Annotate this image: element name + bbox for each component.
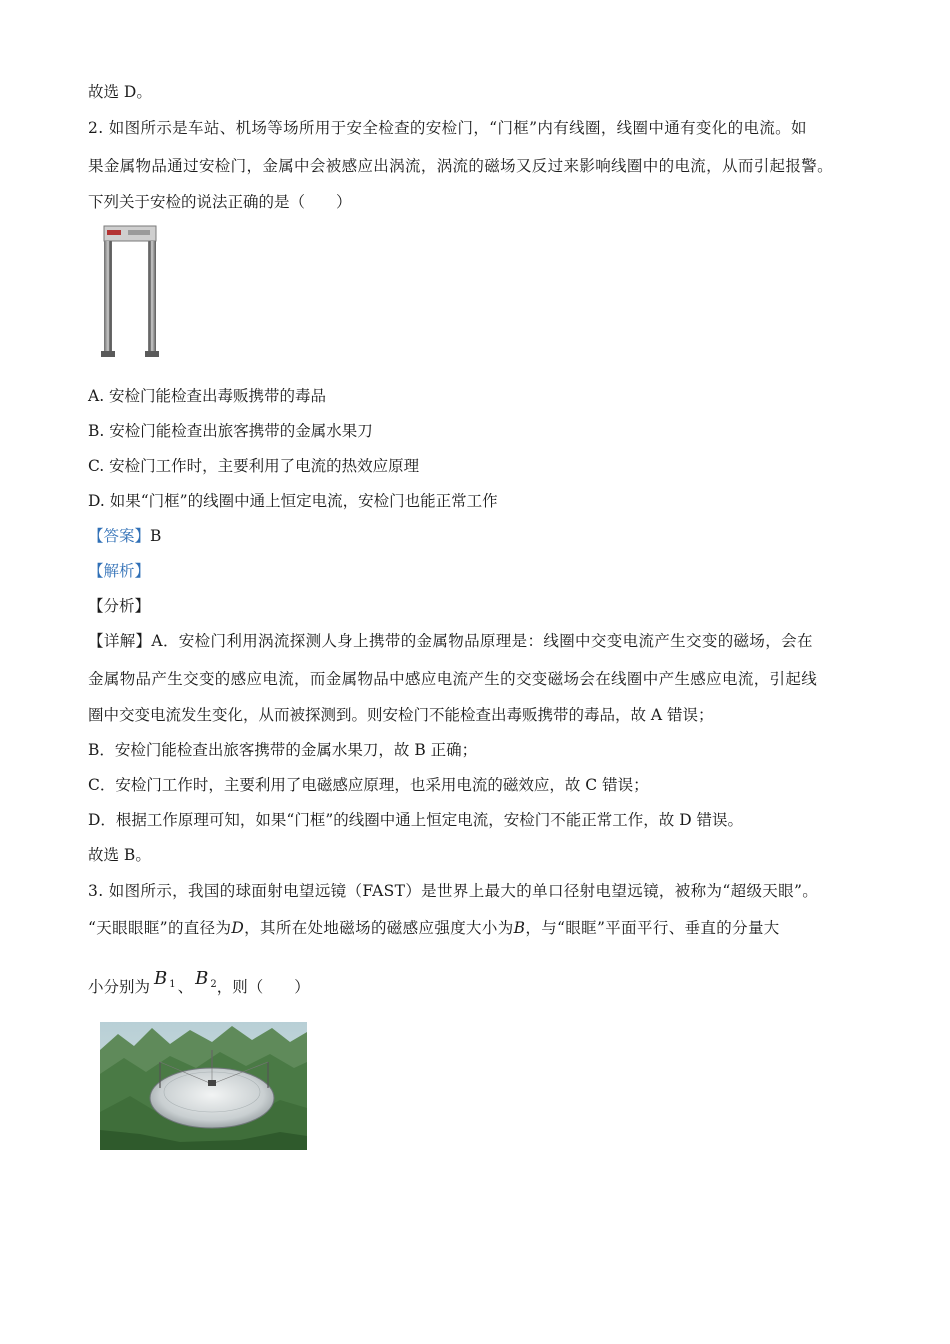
q3-text-2c: ，与“眼眶”平面平行、垂直的分量大 <box>525 919 780 937</box>
detail-text1: A．安检门利用涡流探测人身上携带的金属物品原理是：线圈中交变电流产生交变的磁场，会在 <box>151 632 813 650</box>
q3-sep: 、 <box>177 978 194 996</box>
detail-c: C．安检门工作时，主要利用了电磁感应原理，也采用电流的磁效应，故 C 错误； <box>88 776 649 794</box>
detail-tag: 【详解】 <box>88 632 152 650</box>
b2-symbol: B $_2$ <box>195 968 217 990</box>
q3-text-2a: “天眼眼眶”的直径为 <box>88 919 232 937</box>
b1-symbol: B $_1$ <box>154 968 176 990</box>
q3-stem-line2 <box>88 918 780 938</box>
q2-stem-line3: 下列关于安检的说法正确的是（ ） <box>88 193 352 211</box>
q3-text-2b: ，其所在处地磁场的磁感应强度大小为 <box>244 919 514 937</box>
q2-stem-line1: 2. 如图所示是车站、机场等场所用于安全检查的安检门，“门框”内有线圈，线圈中通有变化的电流。如 <box>88 119 807 137</box>
answer-value: B <box>150 527 162 545</box>
security-gate-image <box>98 222 160 360</box>
detail-d: D．根据工作原理可知，如果“门框”的线圈中通上恒定电流，安检门不能正常工作，故 D 错误。 <box>88 811 744 829</box>
q2-option-c: C. 安检门工作时，主要利用了电流的热效应原理 <box>88 457 420 475</box>
q2-stem-line2: 果金属物品通过安检门，金属中会被感应出涡流，涡流的磁场又反过来影响线圈中的电流，从而引起报警。 <box>88 157 833 175</box>
prev-conclusion: 故选 D。 <box>88 83 152 101</box>
q3-text-3b: ，则（ ） <box>216 978 310 996</box>
fast-telescope-icon <box>100 1022 307 1150</box>
fenxi-tag: 【分析】 <box>88 597 151 615</box>
var-b: B <box>513 919 526 937</box>
fast-telescope-image <box>100 1022 307 1150</box>
var-d: D <box>231 919 245 937</box>
security-gate-icon <box>98 222 160 360</box>
q3-stem-line3 <box>88 968 310 1008</box>
q2-option-b: B. 安检门能检查出旅客携带的金属水果刀 <box>88 422 373 440</box>
answer-tag: 【答案】 <box>88 527 151 545</box>
q2-option-a: A. 安检门能检查出毒贩携带的毒品 <box>88 387 327 405</box>
q3-text-3a: 小分别为 <box>88 978 151 996</box>
analysis-tag: 【解析】 <box>88 562 151 580</box>
q2-conclusion: 故选 B。 <box>88 846 151 864</box>
q2-option-d: D. 如果“门框”的线圈中通上恒定电流，安检门也能正常工作 <box>88 492 498 510</box>
q3-stem-line1: 3. 如图所示，我国的球面射电望远镜（FAST）是世界上最大的单口径射电望远镜，被称为“超级天眼”。 <box>88 882 819 900</box>
detail-line1 <box>88 631 813 651</box>
detail-b: B．安检门能检查出旅客携带的金属水果刀，故 B 正确； <box>88 741 478 759</box>
q2-answer <box>88 526 161 546</box>
detail-line3: 圈中交变电流发生变化，从而被探测到。则安检门不能检查出毒贩携带的毒品，故 A 错误； <box>88 706 714 724</box>
detail-line2: 金属物品产生交变的感应电流，而金属物品中感应电流产生的交变磁场会在线圈中产生感应电流，引起线 <box>88 670 818 688</box>
